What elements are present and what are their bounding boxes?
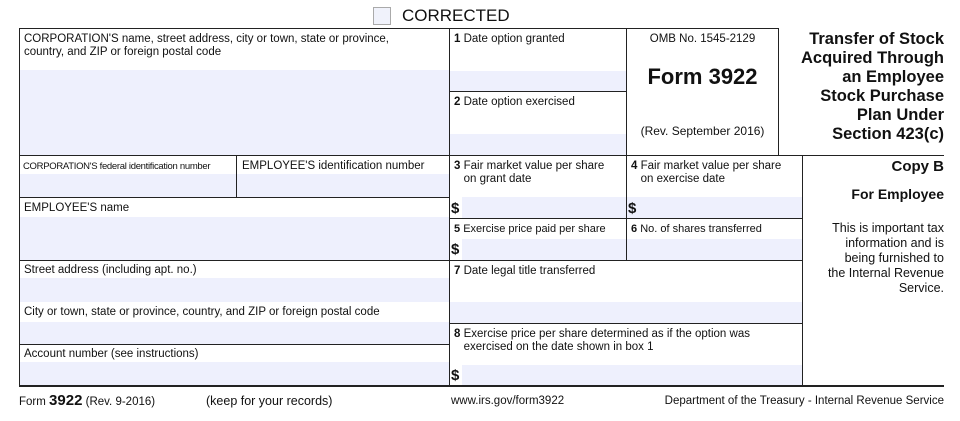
footer-dept: Department of the Treasury - Internal Revenue Service [664, 395, 944, 407]
copy-label: Copy B [891, 158, 944, 175]
for-employee: For Employee [851, 186, 944, 202]
box4-currency: $ [628, 200, 637, 217]
footer-url[interactable]: www.irs.gov/form3922 [451, 395, 565, 407]
box2-label: 2 Date option exercised [454, 96, 575, 108]
revision: (Rev. September 2016) [640, 124, 765, 138]
box1-label: 1 Date option granted [454, 33, 565, 45]
corp-name-label: CORPORATION'S name, street address, city or town, state or province, country, and ZIP or foreign postal code [24, 33, 389, 58]
corp-fed-id-label: CORPORATION'S federal identification number [23, 161, 211, 172]
employee-id-label: EMPLOYEE'S identification number [242, 160, 425, 172]
box8-currency: $ [451, 367, 460, 384]
box3-currency: $ [451, 200, 460, 217]
corrected-label: CORRECTED [402, 6, 510, 25]
city-label: City or town, state or province, country, and ZIP or foreign postal code [24, 306, 380, 318]
footer-keep: (keep for your records) [206, 394, 333, 408]
box7-label: 7 Date legal title transferred [454, 265, 596, 277]
form-title: Transfer of Stock Acquired Through an Employee Stock Purchase Plan Under Section 423(c) [801, 30, 944, 143]
copy-top-border [779, 155, 944, 156]
corrected-checkbox[interactable] [373, 7, 391, 25]
form-name: Form 3922 [647, 64, 758, 89]
notice: This is important tax information and is being furnished to the Internal Revenue Service. [827, 221, 944, 295]
account-label: Account number (see instructions) [24, 348, 199, 360]
box4-label: 4 Fair market value per share on exercise date [631, 160, 782, 185]
box3-label: 3 Fair market value per share on grant date [454, 160, 605, 185]
street-label: Street address (including apt. no.) [24, 264, 197, 276]
omb-number: OMB No. 1545-2129 [649, 33, 756, 45]
box5-label: 5 Exercise price paid per share [454, 223, 606, 235]
footer-form: Form 3922 (Rev. 9-2016) [19, 392, 156, 409]
box8-label: 8 Exercise price per share determined as if the option was exercised on the date shown in box 1 [454, 328, 750, 353]
employee-name-label: EMPLOYEE'S name [24, 202, 130, 214]
box5-currency: $ [451, 241, 460, 258]
box6-label: 6 No. of shares transferred [631, 223, 762, 235]
